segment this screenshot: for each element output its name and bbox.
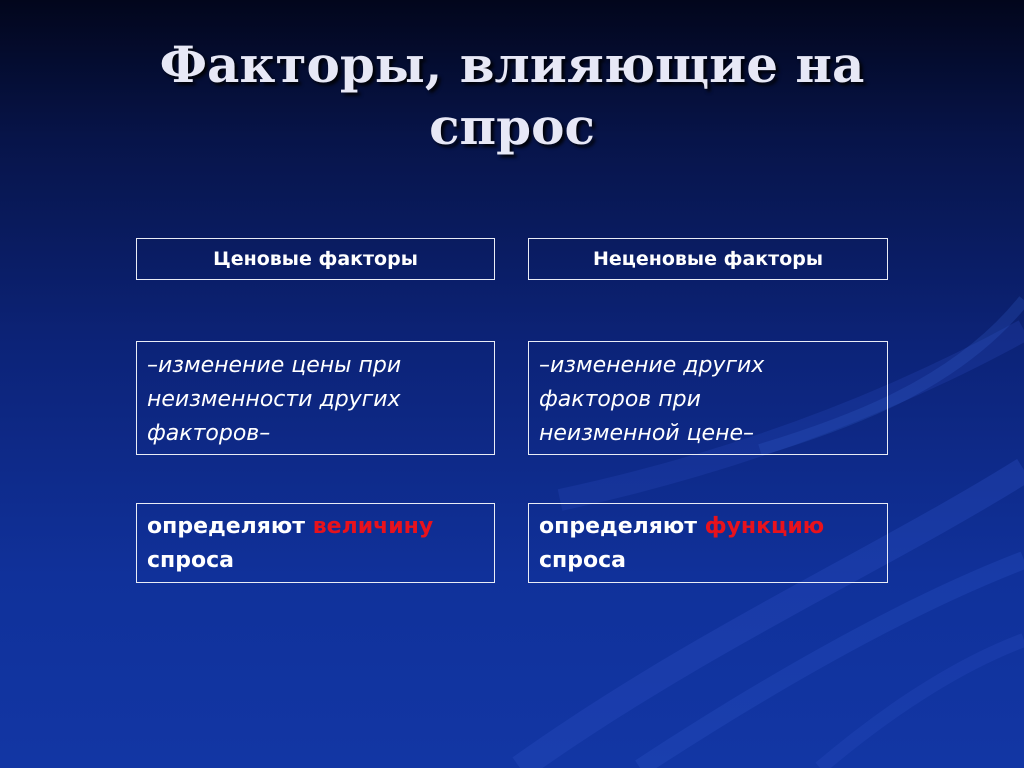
price-factors-header-label: Ценовые факторы <box>213 248 418 270</box>
price-factors-desc-line: факторов– <box>147 421 271 446</box>
non-price-factors-result-prefix: определяют <box>539 514 698 539</box>
non-price-factors-desc-line: –изменение других <box>539 353 765 378</box>
non-price-factors-result-suffix: спроса <box>539 548 626 573</box>
non-price-factors-header <box>528 238 888 280</box>
price-factors-result-line1 <box>147 510 494 544</box>
price-factors-header <box>136 238 495 280</box>
price-factors-desc-line: –изменение цены при <box>147 353 402 378</box>
non-price-factors-result <box>528 503 888 583</box>
price-factors-result-accent: величину <box>312 514 434 539</box>
non-price-factors-header-label: Неценовые факторы <box>592 248 824 270</box>
slide-title-line2: спрос <box>429 97 595 156</box>
non-price-factors-desc-line: факторов при <box>539 387 701 412</box>
non-price-factors-result-accent: функцию <box>704 514 825 539</box>
price-factors-result-prefix: определяют <box>147 514 306 539</box>
price-factors-desc-line: неизменности других <box>147 387 401 412</box>
price-factors-description <box>136 341 495 455</box>
non-price-factors-result-line1 <box>539 510 887 544</box>
slide-title <box>0 34 1024 158</box>
price-factors-result-suffix: спроса <box>147 548 234 573</box>
non-price-factors-desc-line: неизменной цене– <box>539 421 754 446</box>
slide-title-line1: Факторы, влияющие на <box>159 35 865 94</box>
non-price-factors-description <box>528 341 888 455</box>
price-factors-result <box>136 503 495 583</box>
